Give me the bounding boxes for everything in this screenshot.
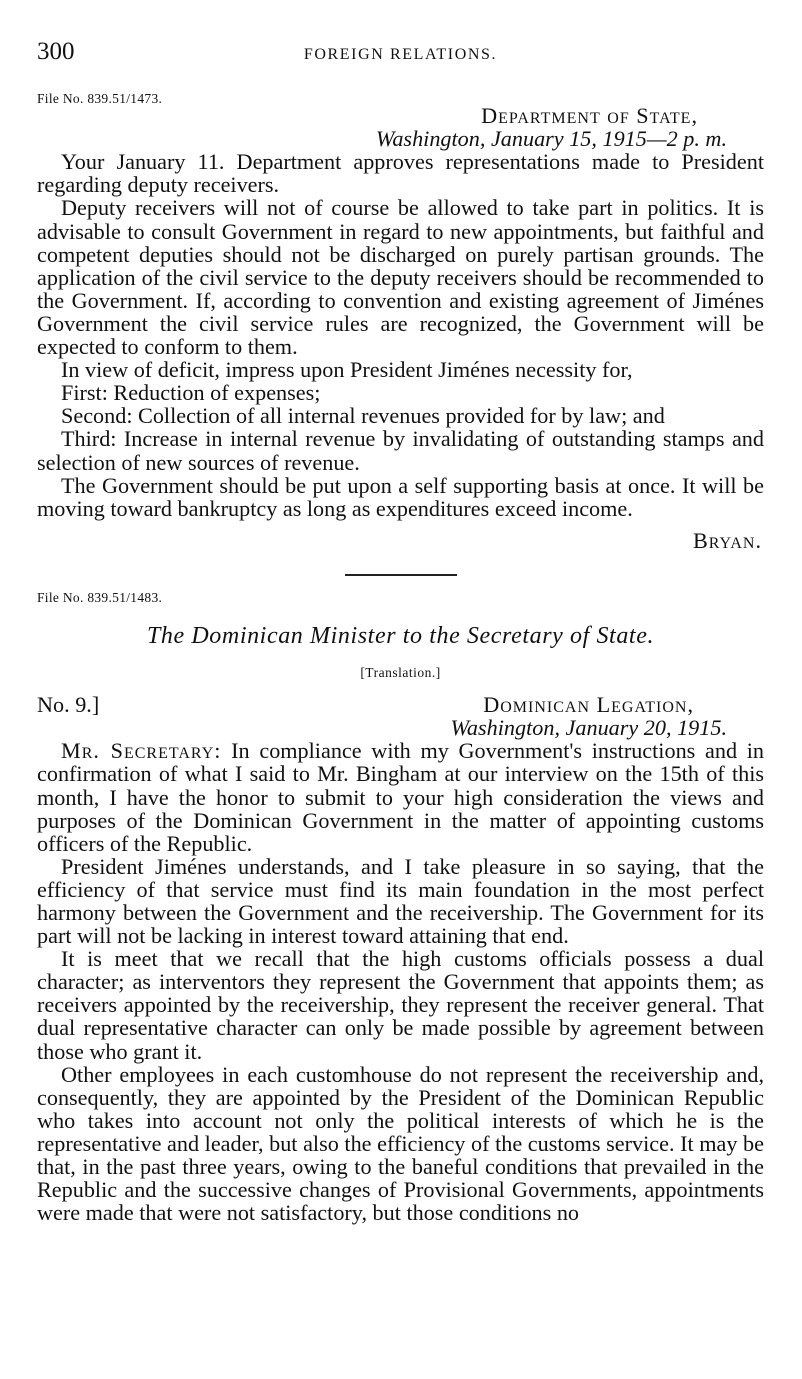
paragraph: The Government should be put upon a self supporting basis at once. It will be moving toward bankruptcy as long as expenditures exceed income.	[37, 472, 764, 521]
salutation: Mr. Secretary:	[61, 738, 222, 764]
paragraph: In view of deficit, impress upon President Jiménes necessity for,	[61, 357, 633, 383]
paragraph: Deputy receivers will not of course be allowed to take part in politics. It is advisable to consult Government in regard to new appointments, but faithful and competent deputies should not be discharged on purely partisan grounds. The application of the civil service to the deputy receivers should be recommended to the Government. If, according to convention and existing agreement of Jiménes Government the civil service rules are recognized, the Government will be expected to conform to them.	[37, 195, 764, 360]
paragraph: Your January 11. Department approves representations made to President regarding deputy receivers.	[37, 149, 764, 198]
paragraph: Second: Collection of all internal revenues provided for by law; and	[61, 403, 665, 429]
page-number: 300	[37, 38, 75, 65]
file-number: File No. 839.51/1483.	[37, 589, 163, 605]
dateline: Washington, January 20, 1915.	[450, 715, 727, 741]
paragraph: Third: Increase in internal revenue by invalidating of outstanding stamps and selection of new sources of revenue.	[37, 426, 764, 475]
signature: Bryan.	[692, 527, 762, 553]
running-head: FOREIGN RELATIONS.	[303, 46, 498, 63]
translation-note: [Translation.]	[360, 665, 441, 681]
document-title: The Dominican Minister to the Secretary of State.	[146, 622, 655, 649]
letter-heading	[37, 693, 764, 716]
paragraph: President Jiménes understands, and I take pleasure in so saying, that the efficiency of that service must find its main foundation in the most perfect harmony between the Government and the receivership. The Government for its part will not be lacking in interest toward attaining that end.	[37, 853, 764, 949]
dateline: Washington, January 15, 1915—2 p. m.	[375, 126, 727, 152]
paragraph	[37, 739, 764, 854]
paragraph: First: Reduction of expenses;	[61, 380, 321, 406]
sender-name: Department of State,	[481, 103, 698, 129]
paragraph-text: In compliance with my Government's instructions and in confirmation of what I said to Mr. Bingham at our interview on the 15th of this month, I have the honor to submit to your high consideration the views and purposes of the Dominican Government in the matter of appointing customs officers of the Republic.	[37, 738, 764, 856]
file-number: File No. 839.51/1473.	[37, 91, 163, 106]
page-header	[37, 40, 764, 70]
paragraph: Other employees in each customhouse do not represent the receivership and, consequently, they are appointed by the President of the Dominican Republic who takes into account not only the political interests of which he is the representative and leader, but also the efficiency of the customs service. It may be that, in the past three years, owing to the baneful conditions that prevailed in the Republic and the successive changes of Provisional Governments, appointments were made that were not satisfactory, but those conditions no	[37, 1061, 764, 1226]
letter-number: No. 9.]	[37, 692, 100, 718]
paragraph: It is meet that we recall that the high customs officials possess a dual character; as interventors they represent the Government that appoints them; as receivers appointed by the receivership, they represent the receiver general. That dual representative character can only be made possible by agreement between those who grant it.	[37, 946, 764, 1064]
sender-name: Dominican Legation,	[483, 692, 694, 718]
section-divider	[345, 574, 457, 576]
